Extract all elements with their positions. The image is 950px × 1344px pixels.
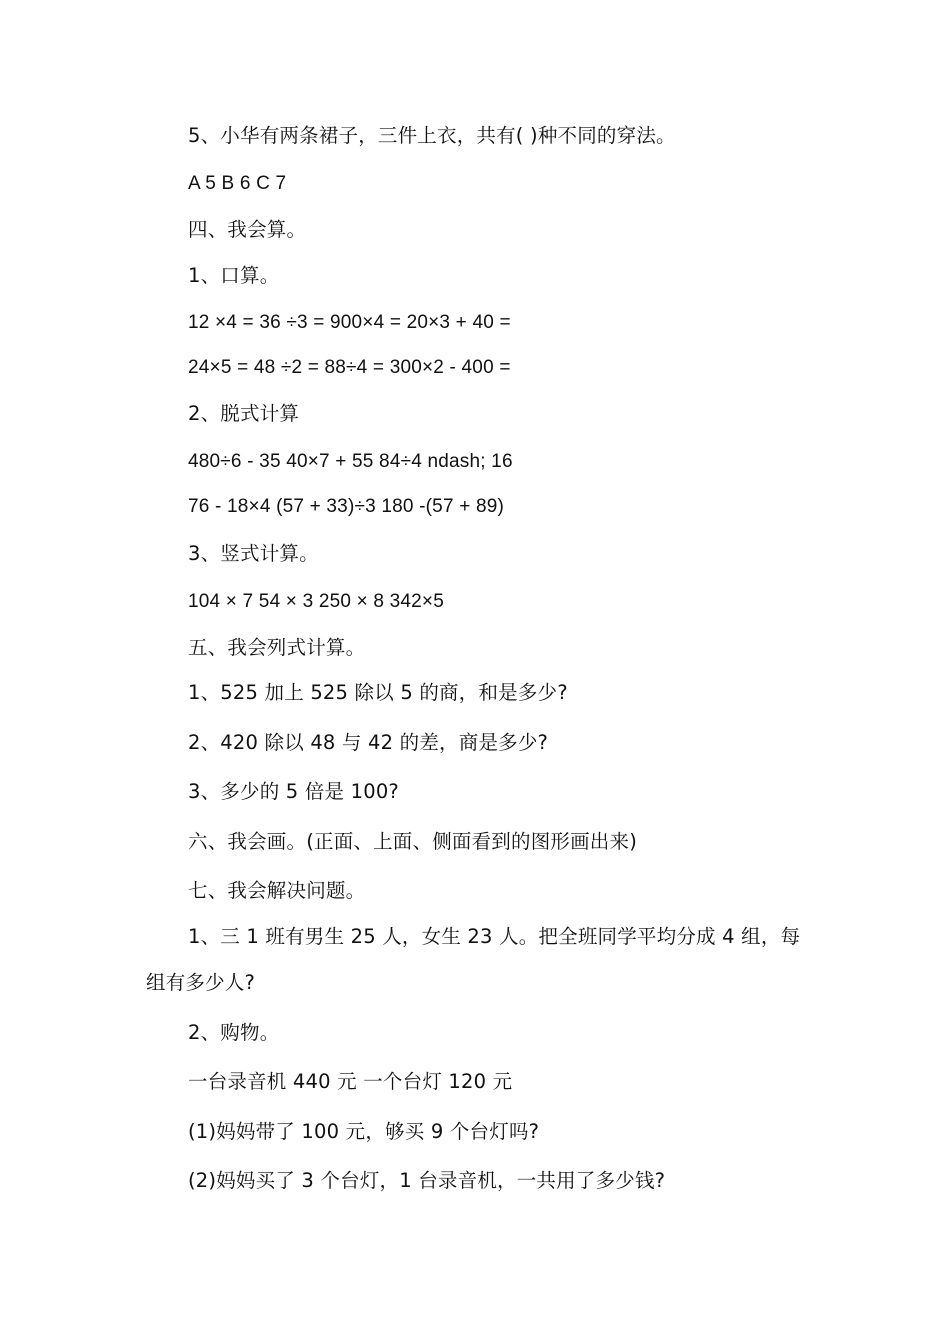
shopping-heading: 2、购物。 (188, 1021, 280, 1044)
section-5-question-3: 3、多少的 5 倍是 100? (188, 780, 399, 803)
section-7-heading: 七、我会解决问题。 (188, 879, 366, 902)
step-calculation-row-1: 480÷6 - 35 40×7 + 55 84÷4 ndash; 16 (188, 451, 513, 472)
step-calculation-heading: 2、脱式计算 (188, 402, 300, 425)
section-6-heading: 六、我会画。(正面、上面、侧面看到的图形画出来) (188, 830, 638, 853)
shopping-question-2: (2)妈妈买了 3 个台灯，1 台录音机，一共用了多少钱? (188, 1169, 666, 1192)
section-4-heading: 四、我会算。 (188, 218, 307, 241)
question-5-options: A 5 B 6 C 7 (188, 173, 287, 194)
vertical-calculation-row: 104 × 7 54 × 3 250 × 8 342×5 (188, 591, 444, 612)
oral-calculation-heading: 1、口算。 (188, 264, 280, 287)
section-5-question-2: 2、420 除以 48 与 42 的差，商是多少? (188, 731, 549, 754)
oral-calculation-row-2: 24×5 = 48 ÷2 = 88÷4 = 300×2 - 400 = (188, 357, 511, 378)
shopping-question-1: (1)妈妈带了 100 元，够买 9 个台灯吗? (188, 1120, 540, 1143)
section-5-question-1: 1、525 加上 525 除以 5 的商，和是多少? (188, 681, 568, 704)
step-calculation-row-2: 76 - 18×4 (57 + 33)÷3 180 -(57 + 89) (188, 496, 505, 517)
section-7-question-1-continued: 组有多少人? (146, 971, 256, 994)
vertical-calculation-heading: 3、竖式计算。 (188, 542, 319, 565)
section-7-question-1: 1、三 1 班有男生 25 人，女生 23 人。把全班同学平均分成 4 组，每 (188, 925, 801, 948)
section-5-heading: 五、我会列式计算。 (188, 636, 366, 659)
shopping-prices: 一台录音机 440 元 一个台灯 120 元 (188, 1070, 513, 1093)
oral-calculation-row-1: 12 ×4 = 36 ÷3 = 900×4 = 20×3 + 40 = (188, 312, 511, 333)
question-5-clothes-combinations: 5、小华有两条裙子，三件上衣，共有( )种不同的穿法。 (188, 124, 676, 147)
